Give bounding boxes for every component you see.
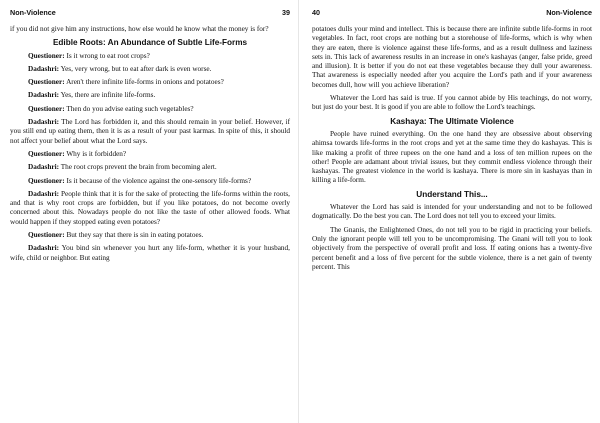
right-header-title: Non-Violence [546, 8, 592, 17]
paragraph-text: But they say that there is sin in eating potatoes. [64, 231, 204, 240]
dialogue-paragraph [10, 190, 290, 227]
speaker-label: Dadashri: [28, 244, 60, 253]
speaker-label: Dadashri: [28, 189, 60, 198]
dialogue-paragraph [10, 91, 290, 100]
speaker-label: Questioner: [28, 104, 65, 113]
dialogue-paragraph [10, 78, 290, 87]
dialogue-paragraph [10, 244, 290, 263]
speaker-label: Questioner: [28, 149, 65, 158]
body-paragraph [312, 226, 592, 272]
paragraph-text: Aren't there infinite life-forms in onions and potatoes? [64, 78, 224, 87]
body-paragraph [312, 94, 592, 113]
section-heading: Kashaya: The Ultimate Violence [390, 116, 514, 126]
paragraph-text: The root crops prevent the brain from becoming alert. [59, 163, 217, 172]
paragraph-text: if you did not give him any instructions, how else would he know what the money is for? [10, 25, 269, 33]
paragraph-text: Then do you advise eating such vegetables? [64, 104, 194, 113]
paragraph-text: Why is it forbidden? [64, 149, 127, 158]
paragraph-text: Yes, very wrong, but to eat after dark is even worse. [59, 64, 212, 73]
paragraph-text: The Gnanis, the Enlightened Ones, do not tell you to be rigid in practicing your beliefs. Only the ignorant people will tell you to be uncompromising. The Gnani will tell you to look objectively from the perspective of overall profit and loss. If eating onions has a twenty-five percent benefit and a loss of five percent for the subtle violence, there is a net gain of twenty percent. This [312, 225, 592, 271]
dialogue-paragraph [10, 163, 290, 172]
right-page [312, 0, 592, 423]
dialogue-paragraph [10, 105, 290, 114]
dialogue-paragraph [10, 65, 290, 74]
left-page-text [10, 25, 290, 263]
dialogue-paragraph [10, 177, 290, 186]
body-paragraph [312, 130, 592, 186]
speaker-label: Questioner: [28, 231, 65, 240]
speaker-label: Questioner: [28, 176, 65, 185]
right-running-header [312, 8, 592, 20]
left-running-header [10, 8, 290, 20]
left-header-title: Non-Violence [10, 8, 56, 17]
dialogue-paragraph [10, 150, 290, 159]
speaker-label: Dadashri: [28, 64, 60, 73]
paragraph-text: Whatever the Lord has said is intended for your understanding and not to be followed dogmatically. Do the best you can. The Lord does not tell you to exceed your limits. [312, 203, 592, 221]
paragraph-text: You bind sin whenever you hurt any life-form, whether it is your husband, wife, child or neighbor. But eating [10, 244, 290, 262]
left-page-number: 39 [282, 8, 290, 17]
section-heading: Understand This... [416, 189, 488, 199]
dialogue-paragraph [10, 231, 290, 240]
body-paragraph [312, 25, 592, 90]
paragraph-text: potatoes dulls your mind and intellect. This is because there are infinite subtle life-forms in root vegetables. In fact, root crops are nothing but a storehouse of life-forms, which is why when they are eaten, there is violence against these life-forms, and as a result dullness and laziness sets in. This lack of awareness results in an increase in one's kashayas (anger, false pride, greed and illusion). It is better if you do not eat these vegetables because they dull your awareness. That awareness is especially needed after you acquire the Lord's path and if your awareness becomes dull, how will you achieve liberation? [312, 25, 592, 89]
speaker-label: Dadashri: [28, 163, 60, 172]
dialogue-paragraph [10, 52, 290, 61]
paragraph-text: Whatever the Lord has said is true. If you cannot abide by His teachings, do not worry, but just do your best. It is good if you are able to follow the Lord's teachings. [312, 94, 592, 112]
body-paragraph [312, 203, 592, 222]
speaker-label: Questioner: [28, 51, 65, 60]
speaker-label: Questioner: [28, 78, 65, 87]
dialogue-paragraph [10, 118, 290, 146]
body-paragraph [10, 25, 290, 34]
paragraph-text: The Lord has forbidden it, and this should remain in your belief. However, if you still end up eating them, then it is as a result of your past karmas. In spite of this, it should not affect your belief about what the Lord says. [10, 118, 290, 145]
speaker-label: Dadashri: [28, 91, 60, 100]
left-page [10, 0, 290, 423]
section-heading: Edible Roots: An Abundance of Subtle Life-Forms [52, 38, 248, 48]
speaker-label: Dadashri: [28, 118, 60, 127]
right-page-number: 40 [312, 8, 320, 17]
page-gutter [298, 0, 299, 423]
paragraph-text: Is it because of the violence against the one-sensory life-forms? [64, 176, 252, 185]
paragraph-text: People have ruined everything. On the one hand they are obsessive about observing ahimsa towards life-forms in the root crops and yet at the same time they do kashayas. This is like making a profit of three rupees on the one hand and a loss of ten million rupees on the other! People are adamant about trivial issues, but they commit endless violence through their kashayas. The greatest violence in the world is kashaya. There is more sin in kashayas than in killing a life-form. [312, 129, 592, 185]
right-page-text [312, 25, 592, 272]
paragraph-text: Yes, there are infinite life-forms. [59, 91, 156, 100]
paragraph-text: People think that it is for the sake of protecting the life-forms within the roots, and that is why root crops are forbidden, but if you like potatoes, do not become overly concerned about this. Nowadays people do not like the taste of other allowed foods. What would happen if they stopped eating even potatoes? [10, 189, 290, 226]
paragraph-text: Is it wrong to eat root crops? [64, 51, 150, 60]
